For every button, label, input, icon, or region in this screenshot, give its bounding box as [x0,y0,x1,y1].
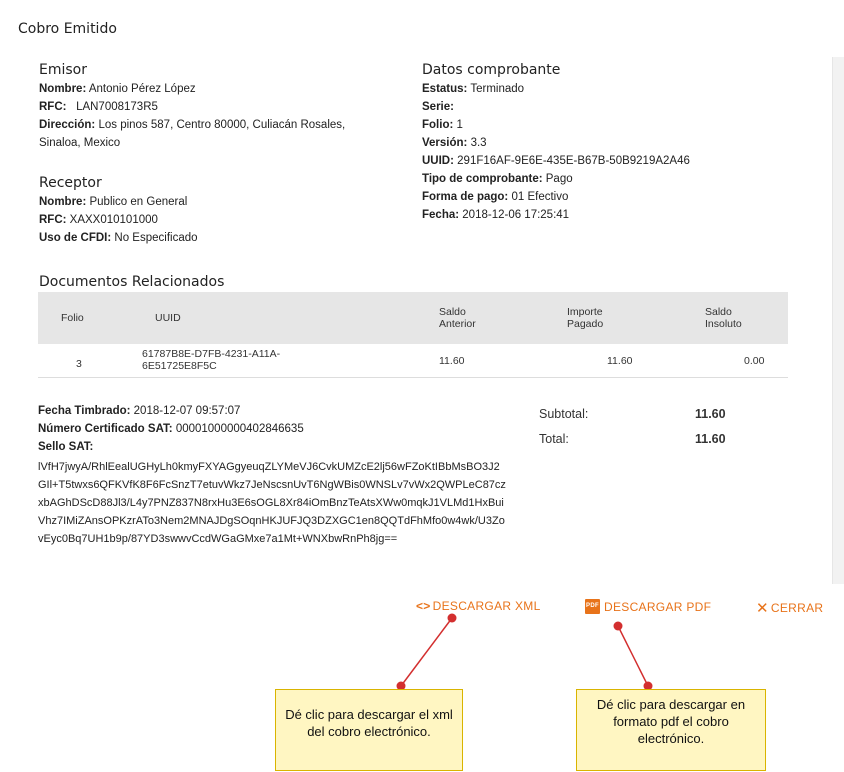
col-folio: Folio [61,312,84,324]
cell-folio: 3 [76,358,82,370]
comprobante-fecha: Fecha: 2018-12-06 17:25:41 [422,209,570,221]
subtotal-label: Subtotal: [539,407,589,421]
pdf-pointer-dot [614,622,623,631]
xml-pointer-line [401,618,452,686]
comprobante-tipo: Tipo de comprobante: Pago [422,173,573,185]
sello-sat: lVfH7jwyA/RhlEealUGHyLh0kmyFXYAGgyeuqZLYMeVJ6CvkUMZcE2lj56wFZoKtIBbMsBO3J2GIl+T5twxs6QFKVfK8F6FcSnzT7etuvWkz7JeNscsnUvT6NgWBis0WNSLv7vWx2QWPLeC87czxbAGhDScD88Jl3/L4y7PNZ837N8rxHu3E6sOGL8Xr84iOmBnzTeAtsXWw0mqkJ1VLMd1HxBuiVhz7IMiZAnsOPKzrATo3Nem2MNAJDgSOqnHKJUFJQ3DZXGC1en8QQTdFhMfo0w4wk/U3ZovEyc0Bq7UH1b9p/87YD3swwvCcdWGaGMxe7a1Mt+WNXbwRnPh8jg== [38,461,506,545]
comprobante-heading: Datos comprobante [422,62,561,78]
comprobante-serie: Serie: [422,101,454,113]
receptor-uso-cfdi: Uso de CFDI: No Especificado [39,232,198,244]
close-label: CERRAR [770,601,824,615]
emisor-nombre: Nombre: Antonio Pérez López [39,83,196,95]
cell-saldo-insoluto: 0.00 [744,355,765,367]
download-xml-label: DESCARGAR XML [432,599,541,613]
comprobante-estatus: Estatus: Terminado [422,83,525,95]
total-label: Total: [539,432,569,446]
cell-saldo-anterior: 11.60 [439,355,465,367]
tooltip-xml: Dé clic para descargar el xml del cobro electrónico. [275,689,463,771]
download-pdf-label: DESCARGAR PDF [604,599,712,614]
cell-importe-pagado: 11.60 [607,355,633,367]
documentos-heading: Documentos Relacionados [39,274,225,290]
total-value: 11.60 [695,432,726,446]
sello-sat-label: Sello SAT: [38,441,94,453]
subtotal-value: 11.60 [695,407,726,421]
col-importe-pagado: Importe Pagado [567,306,604,330]
receptor-heading: Receptor [39,175,102,191]
comprobante-folio: Folio: 1 [422,119,463,131]
code-icon: <> [416,599,431,613]
col-uuid: UUID [155,312,181,324]
receptor-rfc: RFC: XAXX010101000 [39,214,158,226]
comprobante-forma-pago: Forma de pago: 01 Efectivo [422,191,569,203]
comprobante-version: Versión: 3.3 [422,137,487,149]
pdf-pointer-line [618,626,648,686]
tooltip-pdf: Dé clic para descargar en formato pdf el cobro electrónico. [576,689,766,771]
col-saldo-insoluto: Saldo Insoluto [705,306,742,330]
fecha-timbrado: Fecha Timbrado: 2018-12-07 09:57:07 [38,405,241,417]
xml-pointer-dot [448,614,457,623]
emisor-direccion: Dirección: Los pinos 587, Centro 80000, Culiacán Rosales, [39,119,346,131]
receptor-nombre: Nombre: Publico en General [39,196,188,208]
col-saldo-anterior: Saldo Anterior [439,306,476,330]
comprobante-uuid: UUID: 291F16AF-9E6E-435E-B67B-50B9219A2A46 [422,155,690,167]
emisor-direccion-2: Sinaloa, Mexico [39,137,121,149]
page-title: Cobro Emitido [18,21,117,37]
close-icon: ✕ [756,600,769,617]
emisor-heading: Emisor [39,62,87,78]
pdf-icon: PDF [585,599,600,614]
emisor-rfc: RFC: LAN7008173R5 [39,101,158,113]
certificado-sat: Número Certificado SAT: 00001000000402846635 [38,423,304,435]
cell-uuid: 61787B8E-D7FB-4231-A11A- 6E51725E8F5C [142,348,281,372]
